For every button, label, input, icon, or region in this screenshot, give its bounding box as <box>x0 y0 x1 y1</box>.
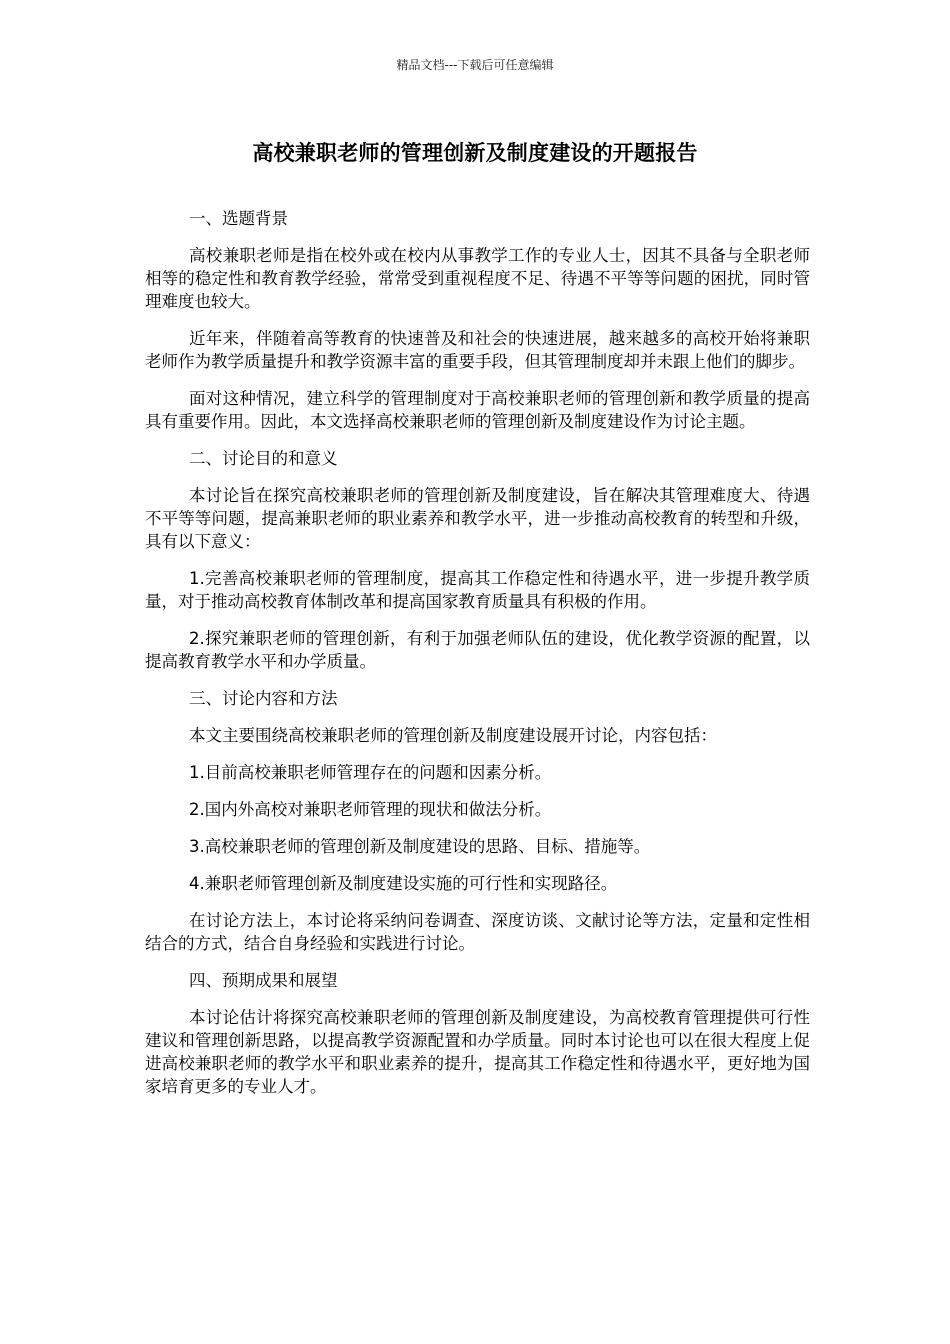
section-heading: 一、选题背景 <box>189 209 288 228</box>
section-heading: 四、预期成果和展望 <box>189 971 338 990</box>
list-item: 1.完善高校兼职老师的管理制度，提高其工作稳定性和待遇水平，进一步提升教学质量，对于推动高校教育体制改革和提高国家教育质量具有积极的作用。 <box>145 569 810 611</box>
section-heading: 二、讨论目的和意义 <box>189 449 338 468</box>
paragraph: 高校兼职老师是指在校外或在校内从事教学工作的专业人士，因其不具备与全职老师相等的稳定性和教育教学经验，常常受到重视程度不足、待遇不平等等问题的困扰，同时管理难度也较大。 <box>145 246 810 311</box>
paragraph: 本讨论旨在探究高校兼职老师的管理创新及制度建设，旨在解决其管理难度大、待遇不平等等问题，提高兼职老师的职业素养和教学水平，进一步推动高校教育的转型和升级，具有以下意义： <box>145 486 810 551</box>
document-body <box>145 207 810 1112</box>
paragraph: 面对这种情况，建立科学的管理制度对于高校兼职老师的管理创新和教学质量的提高具有重要作用。因此，本文选择高校兼职老师的管理创新及制度建设作为讨论主题。 <box>145 389 810 431</box>
list-item: 2.国内外高校对兼职老师管理的现状和做法分析。 <box>189 800 552 819</box>
paragraph: 在讨论方法上，本讨论将采纳问卷调查、深度访谈、文献讨论等方法，定量和定性相结合的方式，结合自身经验和实践进行讨论。 <box>145 911 810 953</box>
paragraph: 近年来，伴随着高等教育的快速普及和社会的快速进展，越来越多的高校开始将兼职老师作为教学质量提升和教学资源丰富的重要手段，但其管理制度却并未跟上他们的脚步。 <box>145 329 810 371</box>
paragraph: 本讨论估计将探究高校兼职老师的管理创新及制度建设，为高校教育管理提供可行性建议和管理创新思路，以提高教学资源配置和办学质量。同时本讨论也可以在很大程度上促进高校兼职老师的教学水平和职业素养的提升，提高其工作稳定性和待遇水平，更好地为国家培育更多的专业人才。 <box>145 1008 810 1096</box>
list-item: 3.高校兼职老师的管理创新及制度建设的思路、目标、措施等。 <box>189 837 651 856</box>
list-item: 4.兼职老师管理创新及制度建设实施的可行性和实现路径。 <box>189 874 618 893</box>
section-heading: 三、讨论内容和方法 <box>189 689 338 708</box>
document-title: 高校兼职老师的管理创新及制度建设的开题报告 <box>252 141 698 165</box>
list-item: 2.探究兼职老师的管理创新，有利于加强老师队伍的建设，优化教学资源的配置，以提高教育教学水平和办学质量。 <box>145 629 810 671</box>
page-header-note: 精品文档---下载后可任意编辑 <box>396 58 554 72</box>
paragraph: 本文主要围绕高校兼职老师的管理创新及制度建设展开讨论，内容包括： <box>189 726 717 745</box>
list-item: 1.目前高校兼职老师管理存在的问题和因素分析。 <box>189 763 552 782</box>
